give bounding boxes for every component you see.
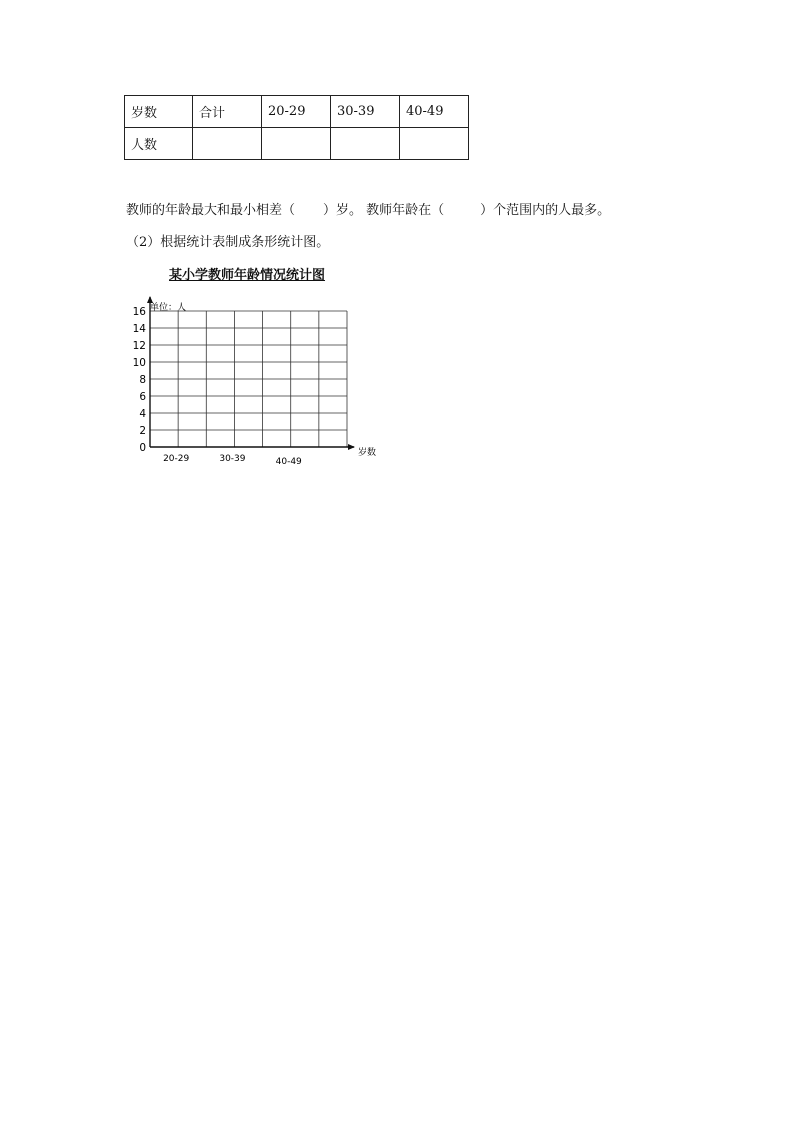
table-cell: 岁数 xyxy=(125,96,193,128)
y-tick-label: 4 xyxy=(139,408,146,420)
age-statistics-table xyxy=(124,95,469,160)
y-tick-label: 16 xyxy=(132,306,146,318)
y-tick-label: 6 xyxy=(139,391,146,403)
x-axis-arrow xyxy=(348,444,355,450)
table-cell: 合计 xyxy=(193,96,262,128)
table-cell-blank[interactable] xyxy=(331,128,400,160)
y-tick-label: 2 xyxy=(139,425,146,437)
table-header-row xyxy=(125,96,469,128)
table-cell-blank[interactable] xyxy=(262,128,331,160)
question-text: 教师的年龄最大和最小相差（ xyxy=(126,203,296,218)
table-cell: 20-29 xyxy=(262,96,331,128)
chart-ticks xyxy=(133,306,302,467)
table-row xyxy=(125,128,469,160)
table-cell: 人数 xyxy=(125,128,193,160)
y-tick-label: 10 xyxy=(132,357,146,369)
question-age-range xyxy=(126,199,610,218)
table-cell-blank[interactable] xyxy=(193,128,262,160)
chart-grid xyxy=(150,311,347,447)
question-text: ）岁。 教师年龄在（ xyxy=(323,203,445,218)
x-tick-label: 30-39 xyxy=(219,454,246,464)
x-tick-label: 40-49 xyxy=(275,457,302,467)
x-tick-label: 20-29 xyxy=(163,454,190,464)
x-axis-label: 岁数 xyxy=(358,448,377,458)
y-tick-label: 12 xyxy=(132,340,146,352)
bar-chart xyxy=(126,290,396,470)
y-tick-label: 14 xyxy=(132,323,146,335)
question-make-chart: （2）根据统计表制成条形统计图。 xyxy=(126,235,330,250)
chart-title: 某小学教师年龄情况统计图 xyxy=(169,268,326,283)
table-cell-blank[interactable] xyxy=(400,128,469,160)
y-tick-label: 8 xyxy=(139,374,146,386)
table-cell: 30-39 xyxy=(331,96,400,128)
y-tick-label: 0 xyxy=(139,442,146,454)
table-cell: 40-49 xyxy=(400,96,469,128)
question-text: ）个范围内的人最多。 xyxy=(480,203,611,218)
y-axis-label: 单位：人 xyxy=(150,303,187,313)
y-axis-arrow xyxy=(147,296,153,303)
